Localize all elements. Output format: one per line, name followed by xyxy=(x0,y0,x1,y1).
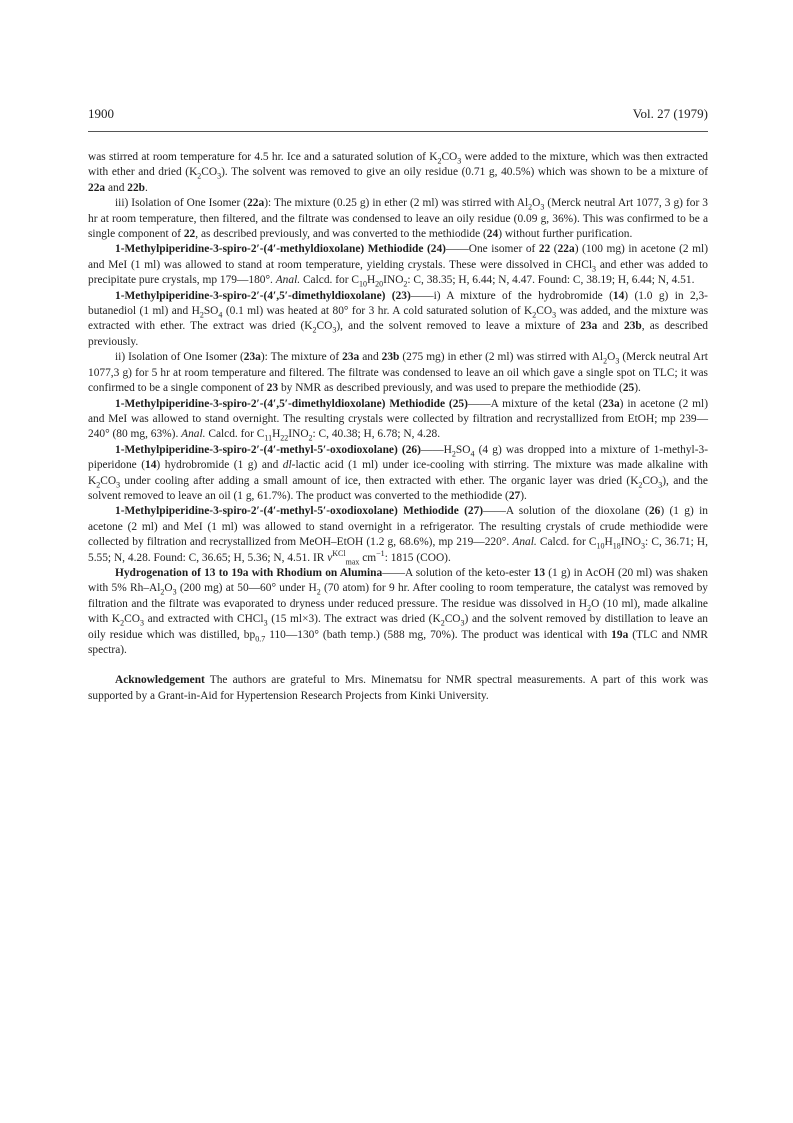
text-run: INO xyxy=(620,536,642,549)
bold-text: 1-Methylpiperidine-3-spiro-2′-(4′-methyl-5′-oxodioxolane) Methiodide (27) xyxy=(115,505,484,518)
text-run: : C, 38.35; H, 6.44; N, 4.47. Found: C, 38.19; H, 6.44; N, 4.51. xyxy=(407,274,695,287)
bold-text: 19a xyxy=(611,628,629,641)
subscript: 2 xyxy=(403,279,408,289)
text-run: ), and the solvent removed to leave an oil (1 g, 61.7%). The product was converted to the methiodide ( xyxy=(88,474,708,502)
body-paragraph xyxy=(88,566,708,658)
text-run: (15 ml×3). The extract was dried (K xyxy=(267,613,441,626)
text-run: CO xyxy=(201,166,218,179)
bold-text: 14 xyxy=(612,289,625,302)
text-run: H xyxy=(272,428,281,441)
bold-text: 14 xyxy=(145,459,157,472)
text-run: and xyxy=(597,320,624,333)
bold-text: 22 xyxy=(538,243,551,256)
bold-text: 27 xyxy=(508,489,521,502)
text-run: ). xyxy=(634,382,641,395)
superscript: −1 xyxy=(376,548,385,558)
text-run: ): The mixture (0.25 g) in ether (2 ml) was stirred with Al xyxy=(264,197,529,210)
bold-text: 22a xyxy=(557,243,575,256)
text-run: iii) Isolation of One Isomer ( xyxy=(115,197,248,210)
bold-text: 23a xyxy=(243,351,261,364)
text-run: CO xyxy=(100,474,117,487)
text-run: ) and the solvent removed by distillation to leave an oily residue which was distilled, bp xyxy=(88,613,708,641)
subscript: 2 xyxy=(120,618,125,628)
subscript: 2 xyxy=(532,310,537,320)
text-run: (275 mg) in ether (2 ml) was stirred with Al xyxy=(399,351,604,364)
subscript: 3 xyxy=(615,356,620,366)
subscript: 3 xyxy=(592,264,597,274)
bold-text: 22a xyxy=(88,181,106,194)
text-run: was added, and the mixture was extracted with ether. The extract was dried (K xyxy=(88,305,709,333)
text-run: Calcd. for C xyxy=(536,536,597,549)
subscript: 2 xyxy=(197,171,202,181)
header-rule xyxy=(88,131,708,132)
text-run: ii) Isolation of One Isomer ( xyxy=(115,351,244,364)
text-run: Anal. xyxy=(512,536,537,549)
text-run: CO xyxy=(441,151,458,163)
bold-text: 23a xyxy=(602,397,620,410)
text-run: (1 g) in AcOH (20 ml) was shaken with 5% Rh–Al xyxy=(88,566,708,595)
subscript: 3 xyxy=(332,325,337,335)
subscript: 3 xyxy=(116,479,121,489)
subscript: 20 xyxy=(375,279,384,289)
subscript: 2 xyxy=(160,587,165,597)
text-run: INO xyxy=(288,428,309,441)
body-paragraph xyxy=(88,289,708,351)
body-paragraph xyxy=(88,242,708,288)
text-run: ν xyxy=(327,551,333,564)
text-run: were added to the mixture, which was then extracted with ether and dried (K xyxy=(88,151,708,179)
acknowledgement-paragraph xyxy=(88,673,708,704)
subscript: 2 xyxy=(96,479,101,489)
bold-text: 1-Methylpiperidine-3-spiro-2′-(4′-methyl-5′-oxodioxolane) (26) xyxy=(115,443,421,456)
body-paragraph xyxy=(88,504,708,566)
text-run: and xyxy=(105,181,128,194)
text-run: (TLC and NMR spectra). xyxy=(88,628,709,656)
text-run: . xyxy=(144,181,148,194)
bold-text: 22b xyxy=(127,181,145,194)
text-run: 110—130° (bath temp.) (588 mg, 70%). The product was identical with xyxy=(265,628,612,641)
running-header xyxy=(88,106,708,126)
subscript: 2 xyxy=(437,156,442,166)
text-run: Anal. xyxy=(181,428,206,441)
text-run: and ether was added to precipitate pure crystals, mp 179—180°. xyxy=(88,258,708,287)
text-run: ): The mixture of xyxy=(260,351,343,364)
body-paragraph xyxy=(88,196,708,242)
text-run: O xyxy=(164,582,173,595)
text-run: O xyxy=(607,351,616,364)
subscript: 10 xyxy=(358,279,367,289)
bold-text: 22 xyxy=(183,228,196,241)
bold-text: 23 xyxy=(266,382,279,395)
text-run: Calcd. for C xyxy=(205,428,265,441)
subscript: 3 xyxy=(460,618,465,628)
text-run: ) without further purification. xyxy=(498,228,633,241)
subscript: 2 xyxy=(308,433,313,443)
text-run: CO xyxy=(444,613,461,626)
text-run: under cooling after adding a small amount of ice, then extracted with ether. The organic layer was dried (K xyxy=(120,474,639,487)
text-run: ——A solution of the dioxolane ( xyxy=(483,505,649,518)
bold-text: 1-Methylpiperidine-3-spiro-2′-(4′,5′-dimethyldioxolane) Methiodide (25) xyxy=(115,397,468,410)
body-paragraph xyxy=(88,350,708,396)
subscript: 3 xyxy=(641,541,646,551)
bold-text: 23b xyxy=(624,320,642,333)
article-body xyxy=(88,150,708,704)
text-run: ) (1 g) in acetone (2 ml) and MeI (1 ml) was allowed to stand overnight in a refrigerator. The resulting crystals of crude methiodide were collected by filtration and recrystallized from MeOH–EtOH (1.2 g, 68.6%), mp 219—220°. xyxy=(88,505,708,549)
text-run: ) in acetone (2 ml) and MeI was allowed to stand overnight. The resulting crystals were collected by filtration and recrystallized from EtOH; mp 239—240° (80 mg, 63%). xyxy=(88,397,708,441)
bold-text: 1-Methylpiperidine-3-spiro-2′-(4′-methyldioxolane) Methiodide (24) xyxy=(115,243,446,256)
subscript: 3 xyxy=(263,618,268,628)
text-run: CO xyxy=(642,474,659,487)
text-run: (70 atom) for 9 hr. After cooling to room temperature, the catalyst was removed by filtration and the filtrate was evaporated to dryness under reduced pressure. The residue was dissolved in H xyxy=(88,582,708,610)
subscript: 2 xyxy=(440,618,445,628)
subscript: 2 xyxy=(312,325,317,335)
text-run: ), and the solvent removed to leave a mixture of xyxy=(336,320,581,333)
text-run: INO xyxy=(383,274,404,287)
bold-text: 22a xyxy=(247,197,265,210)
text-run: by NMR as described previously, and was used to prepare the methiodide ( xyxy=(278,382,623,395)
text-run: The authors are grateful to Mrs. Minematsu for NMR spectral measurements. A part of this work was supported by a Grant-in-Aid for Hypertension Research Projects from Kinki University. xyxy=(88,674,708,702)
text-run: was stirred at room temperature for 4.5 hr. Ice and a saturated solution of K xyxy=(88,151,438,163)
text-run: CO xyxy=(316,320,333,333)
subscript: 11 xyxy=(264,433,273,443)
text-run: : C, 36.71; H, 5.55; N, 4.28. Found: C, 36.65; H, 5.36; N, 4.51. IR xyxy=(88,536,708,564)
text-run: and extracted with CHCl xyxy=(143,613,264,626)
bold-text: 13 xyxy=(533,566,546,579)
text-run: ——A solution of the keto-ester xyxy=(382,566,534,579)
subscript: 3 xyxy=(552,310,557,320)
subscript: 2 xyxy=(587,603,592,613)
text-run: O xyxy=(532,197,541,210)
text-run: dl xyxy=(282,459,292,472)
subscript: 3 xyxy=(217,171,222,181)
bold-text: 1-Methylpiperidine-3-spiro-2′-(4′,5′-dimethyldioxolane) (23) xyxy=(115,289,411,302)
bold-text: 24 xyxy=(486,228,499,241)
bold-text: 26 xyxy=(648,505,661,518)
bold-text: Acknowledgement xyxy=(115,674,205,687)
text-run: H xyxy=(604,536,613,549)
text-run: ——i) A mixture of the hydrobromide ( xyxy=(410,289,613,302)
text-run: O (10 ml), made alkaline with K xyxy=(88,597,708,626)
text-run: , as described previously. xyxy=(88,320,708,348)
text-run: CO xyxy=(536,305,553,318)
subscript: 4 xyxy=(218,310,223,320)
subscript: max xyxy=(345,556,360,566)
text-run: : C, 40.38; H, 6.78; N, 4.28. xyxy=(312,428,441,441)
text-run: : 1815 (COO). xyxy=(384,551,451,564)
subscript: 3 xyxy=(457,156,462,166)
text-run: ——A mixture of the ketal ( xyxy=(467,397,603,410)
subscript: 2 xyxy=(603,356,608,366)
text-run: cm xyxy=(359,551,377,564)
text-run: Anal. xyxy=(275,274,301,287)
subscript: 2 xyxy=(199,310,204,320)
text-run: ) (1.0 g) in 2,3-butanediol (1 ml) and H xyxy=(88,289,708,318)
subscript: 3 xyxy=(540,202,545,212)
subscript: 22 xyxy=(280,433,289,443)
text-run: -lactic acid (1 ml) under ice-cooling with stirring. The mixture was made alkaline with K xyxy=(88,459,708,487)
text-run: SO xyxy=(455,443,471,456)
subscript: 2 xyxy=(451,449,456,458)
text-run: (200 mg) at 50—60° under H xyxy=(176,582,317,595)
subscript: 18 xyxy=(612,541,621,551)
bold-text: Hydrogenation of 13 to 19a with Rhodium on Alumina xyxy=(115,566,383,579)
text-run: ( xyxy=(550,243,558,256)
text-run: H xyxy=(366,274,376,287)
bold-text: 23a xyxy=(580,320,598,333)
text-run: ——One isomer of xyxy=(445,243,539,256)
subscript: 2 xyxy=(528,202,533,212)
bold-text: 25 xyxy=(622,382,635,395)
bold-text: 23a xyxy=(342,351,360,364)
text-run: and xyxy=(359,351,382,364)
subscript: 3 xyxy=(658,479,663,489)
text-run: (4 g) was dropped into a mixture of 1-methyl-3-piperidone ( xyxy=(88,443,708,472)
body-paragraph xyxy=(88,443,708,505)
subscript: 2 xyxy=(316,587,321,597)
text-run: CO xyxy=(124,613,140,626)
superscript: KCl xyxy=(332,548,346,558)
text-run: ). xyxy=(520,489,527,502)
text-run: , as described previously, and was converted to the methiodide ( xyxy=(195,228,487,241)
text-run: SO xyxy=(203,305,219,318)
text-run: (Merck neutral Art 1077, 3 g) for 3 hr at room temperature, then filtered, and the filtrate was condensed to leave an oily residue (0.09 g, 36%). This was confirmed to be a single component of xyxy=(88,197,708,241)
subscript: 2 xyxy=(638,479,643,489)
body-paragraph xyxy=(88,150,708,196)
text-run: ) hydrobromide (1 g) and xyxy=(156,459,283,472)
text-run: Calcd. for C xyxy=(300,274,359,287)
subscript: 3 xyxy=(172,587,177,597)
text-run: (Merck neutral Art 1077,3 g) for 5 hr at room temperature and filtered. The filtrate was condensed to leave an oil which gave a single spot on TLC; it was confirmed to be a single component of xyxy=(88,351,708,395)
page-number: 1900 xyxy=(88,106,114,121)
subscript: 10 xyxy=(596,541,605,551)
subscript: 0.7 xyxy=(255,633,266,643)
subscript: 4 xyxy=(470,449,475,458)
journal-volume: Vol. 27 (1979) xyxy=(632,106,708,121)
text-run: (0.1 ml) was heated at 80° for 3 hr. A cold saturated solution of K xyxy=(222,305,533,318)
subscript: 3 xyxy=(139,618,144,628)
text-run: ——H xyxy=(420,443,452,456)
bold-text: 23b xyxy=(381,351,400,364)
text-run: ). The solvent was removed to give an oily residue (0.71 g, 40.5%) which was shown to be a mixture of xyxy=(221,166,708,179)
body-paragraph xyxy=(88,397,708,443)
text-run: ) (100 mg) in acetone (2 ml) and MeI (1 ml) was allowed to stand at room temperature, yielding crystals. These were dissolved in CHCl xyxy=(88,243,708,271)
